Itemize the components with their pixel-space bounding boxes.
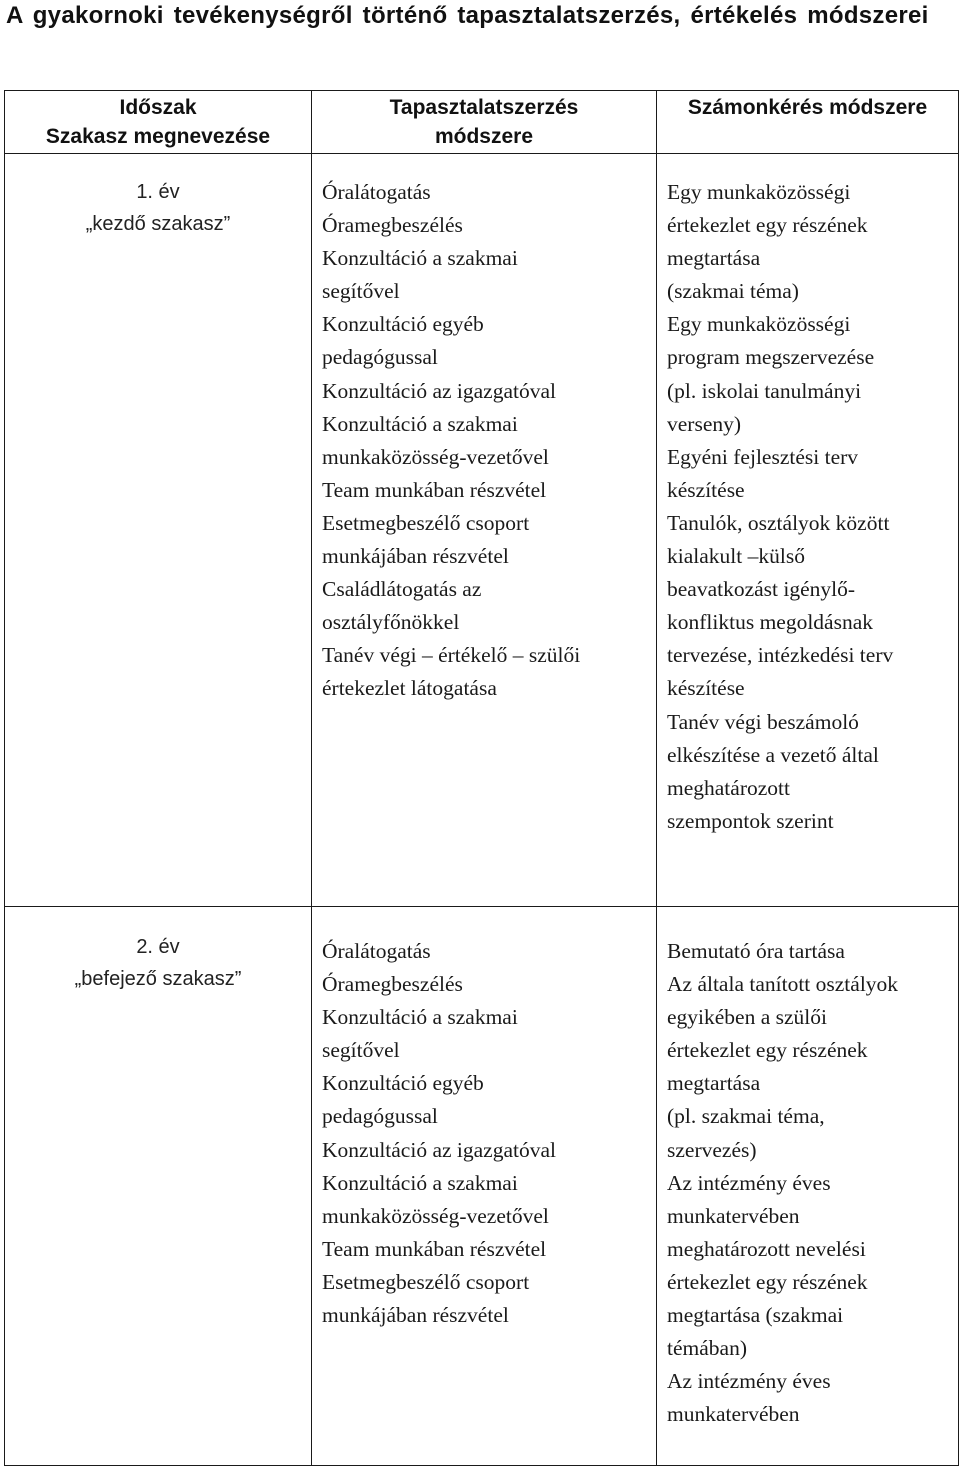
list-item: megtartása (szakmai [667,1303,844,1328]
list-item: készítése [667,676,745,701]
list-item: verseny) [667,411,742,436]
header-method-line: módszere [434,125,534,148]
list-item: egyikében a szülői [667,1005,828,1030]
list-item: pedagógussal [322,345,438,370]
list-item: Konzultáció az igazgatóval [322,378,557,403]
list-item: Team munkában részvétel [322,1236,547,1261]
list-item: Egyéni fejlesztési terv [667,444,859,469]
list-item: Óramegbeszélés [322,972,463,997]
assessment-cell [657,907,959,1466]
list-item: konfliktus megoldásnak [667,610,874,635]
header-period [5,91,312,154]
list-item: (szakmai téma) [667,279,799,304]
list-item: Az intézmény éves [667,1369,831,1394]
list-item: segítővel [322,279,400,304]
period-stage: „befejező szakasz” [74,968,242,990]
list-item: tervezése, intézkedési terv [667,643,894,668]
list-item: Tanulók, osztályok között [667,510,890,535]
list-item: Konzultáció egyéb [322,312,484,337]
period-year: 2. év [136,936,180,958]
header-period-line: Szakasz megnevezése [45,125,271,148]
list-item: megtartása [667,246,761,271]
list-item: meghatározott nevelési [667,1236,866,1261]
table-header-row [5,91,959,154]
list-item: Konzultáció a szakmai [322,1170,518,1195]
list-item: Esetmegbeszélő csoport [322,1269,530,1294]
list-item: készítése [667,477,745,502]
list-item: Egy munkaközösségi [667,180,851,204]
list-item: Óralátogatás [322,180,431,204]
list-item: Családlátogatás az [322,577,482,602]
list-item: munkatervében [667,1203,800,1228]
list-item: Az intézmény éves [667,1170,831,1195]
list-item: Óralátogatás [322,939,431,963]
list-item: értekezlet egy részének [667,1269,868,1294]
list-item: (pl. iskolai tanulmányi [667,378,862,403]
list-item: segítővel [322,1038,400,1063]
header-assessment-line: Számonkérés módszere [687,96,928,119]
list-item: meghatározott [667,775,790,800]
list-item: Az általa tanított osztályok [667,972,899,997]
assessment-cell [657,154,959,907]
list-item: Bemutató óra tartása [667,939,845,963]
list-item: Konzultáció a szakmai [322,1005,518,1030]
period-stage: „kezdő szakasz” [85,213,231,235]
list-item: Konzultáció egyéb [322,1071,484,1096]
list-item: Tanév végi beszámoló [667,709,859,734]
internship-plan-table [4,90,959,1466]
list-item: munkájában részvétel [322,544,509,569]
list-item: munkatervében [667,1402,800,1427]
list-item: értekezlet egy részének [667,213,868,238]
list-item: Esetmegbeszélő csoport [322,510,530,535]
header-assessment [657,91,959,154]
list-item: értekezlet egy részének [667,1038,868,1063]
header-method-line: Tapasztalatszerzés [389,96,579,119]
list-item: elkészítése a vezető által [667,742,879,767]
list-item: program megszervezése [667,345,875,370]
list-item: beavatkozást igénylő- [667,577,856,602]
table-row [5,907,959,1466]
period-cell [5,907,312,1466]
list-item: osztályfőnökkel [322,610,460,635]
list-item: munkaközösség-vezetővel [322,1203,549,1228]
table-row [5,154,959,907]
method-cell [312,154,657,907]
list-item: Egy munkaközösségi [667,312,851,337]
list-item: szervezés) [667,1137,757,1162]
list-item: munkaközösség-vezetővel [322,444,549,469]
list-item: pedagógussal [322,1104,438,1129]
document-title: A gyakornoki tevékenységről történő tapasztalatszerzés, értékelés módszerei [6,2,929,29]
list-item: Óramegbeszélés [322,213,463,238]
list-item: kialakult –külső [667,544,805,569]
list-item: szempontok szerint [667,808,834,833]
header-period-line: Időszak [119,96,197,119]
list-item: Team munkában részvétel [322,477,547,502]
list-item: megtartása [667,1071,761,1096]
list-item: Konzultáció az igazgatóval [322,1137,557,1162]
list-item: Tanév végi – értékelő – szülői [322,643,581,668]
period-year: 1. év [136,181,180,203]
list-item: Konzultáció a szakmai [322,411,518,436]
list-item: munkájában részvétel [322,1303,509,1328]
method-cell [312,907,657,1466]
list-item: értekezlet látogatása [322,676,497,701]
period-cell [5,154,312,907]
list-item: (pl. szakmai téma, [667,1104,825,1129]
list-item: témában) [667,1336,747,1361]
list-item: Konzultáció a szakmai [322,246,518,271]
header-method [312,91,657,154]
